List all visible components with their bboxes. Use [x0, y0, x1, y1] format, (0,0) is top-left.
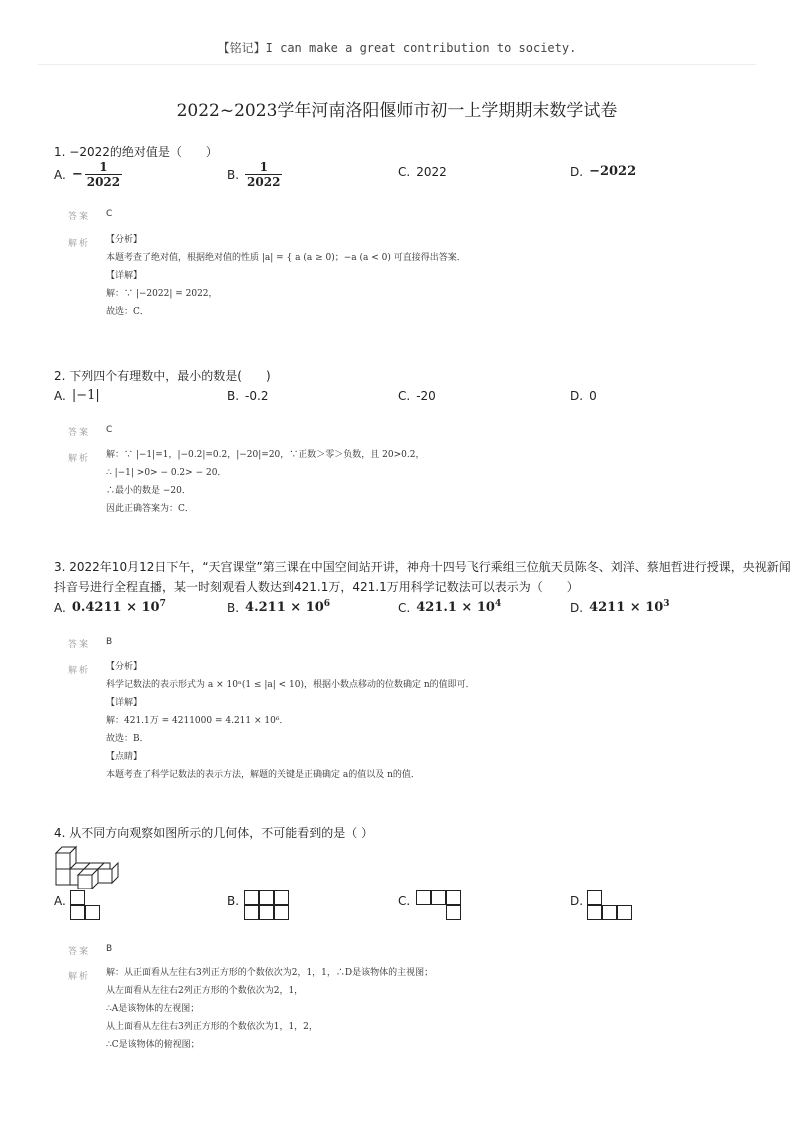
q4-option-b: B.: [227, 894, 240, 908]
q1-analysis: 【分析】 本题考查了绝对值，根据绝对值的性质 |a| = { a (a ≥ 0)；−a (a < 0) 可直接得出答案． 【详解】 解：∵ |−2022| = 2022， 故选：C．: [106, 235, 466, 317]
q1-option-c: C. 2022: [398, 165, 447, 179]
q4-solid-figure: [54, 843, 126, 889]
q4-option-c: C.: [398, 894, 411, 908]
q1-analysis-tag: 解析: [68, 239, 91, 249]
q2-option-b: B. -0.2: [227, 389, 269, 403]
q1-option-a: A. − $\frac{1}{2022}$: [54, 160, 121, 189]
q2-option-c: C. -20: [398, 389, 436, 403]
q4-option-a: A.: [54, 894, 66, 908]
q3-analysis: 【分析】 科学记数法的表示形式为 a × 10ⁿ(1 ≤ |a| < 10)，根据小数点移动的位数确定 n的值即可． 【详解】 解：421.1万 = 4211000 = 4.211 × 10⁶． 故选：B． 【点睛】 本题考查了科学记数法的表示方法，解题的关键是正确确定 a的值以及 n的值．: [106, 662, 475, 780]
q2-stem: 2. 下列四个有理数中，最小的数是( ): [54, 369, 271, 383]
q3-option-c: C. 421.1 × 10 $^4$: [398, 599, 502, 615]
q2-option-a: A. |−1|: [54, 388, 100, 403]
q1-stem: 1. −2022的绝对值是（ ）: [54, 145, 218, 159]
q3-stem-line-1: 3. 2022年10月12日下午，“天宫课堂”第三课在中国空间站开讲，神舟十四号飞行乘组三位航天员陈冬、刘洋、蔡旭哲进行授课，央视新闻: [54, 560, 791, 574]
q4-view-b: [244, 890, 291, 922]
q3-answer: B: [106, 637, 113, 647]
q3-answer-tag: 答案: [68, 640, 91, 650]
q1-answer: C: [106, 209, 113, 219]
q4-analysis-tag: 解析: [68, 972, 91, 982]
q4-stem: 4. 从不同方向观察如图所示的几何体，不可能看到的是（ ）: [54, 826, 374, 840]
q1-option-b: B. $\frac{1}{2022}$: [227, 160, 281, 189]
q2-analysis-tag: 解析: [68, 454, 91, 464]
q3-option-a: A. 0.4211 × 10 $^7$: [54, 599, 166, 615]
q4-view-c: [416, 890, 463, 922]
q4-view-d: [587, 890, 634, 922]
q1-answer-tag: 答案: [68, 212, 91, 222]
q3-analysis-tag: 解析: [68, 666, 91, 676]
q4-analysis: 解：从正面看从左往右3列正方形的个数依次为2，1，1，∴D是该物体的主视图； 从左面看从左往右2列正方形的个数依次为2，1， ∴A是该物体的左视图； 从上面看从左往右3列正方形的个数依次为1，1，2， ∴C是该物体的俯视图；: [106, 968, 434, 1050]
q2-answer-tag: 答案: [68, 428, 91, 438]
q2-answer: C: [106, 425, 113, 435]
q1-option-d: D. −2022: [570, 164, 637, 179]
q4-answer-tag: 答案: [68, 947, 91, 957]
q3-option-b: B. 4.211 × 10 $^6$: [227, 599, 331, 615]
q3-stem-line-2: 抖音号进行全程直播，某一时刻观看人数达到421.1万，421.1万用科学记数法可以表示为（ ）: [54, 580, 579, 594]
q4-answer: B: [106, 944, 113, 954]
page-title: 2022~2023学年河南洛阳偃师市初一上学期期末数学试卷: [176, 101, 618, 121]
header-divider: [38, 64, 756, 65]
q2-option-d: D. 0: [570, 389, 597, 403]
q3-option-d: D. 4211 × 10 $^3$: [570, 599, 670, 615]
q4-view-a: [70, 890, 102, 922]
header-motto: 【铭记】I can make a great contribution to society.: [217, 41, 577, 55]
q2-analysis: 解：∵ |−1|=1，|−0.2|=0.2，|−20|=20，∵正数＞零＞负数，且 20>0.2， ∴ |−1| >0> − 0.2> − 20． ∴最小的数是 −20． 因此正确答案为：C．: [106, 450, 425, 514]
q4-option-d: D.: [570, 894, 584, 908]
